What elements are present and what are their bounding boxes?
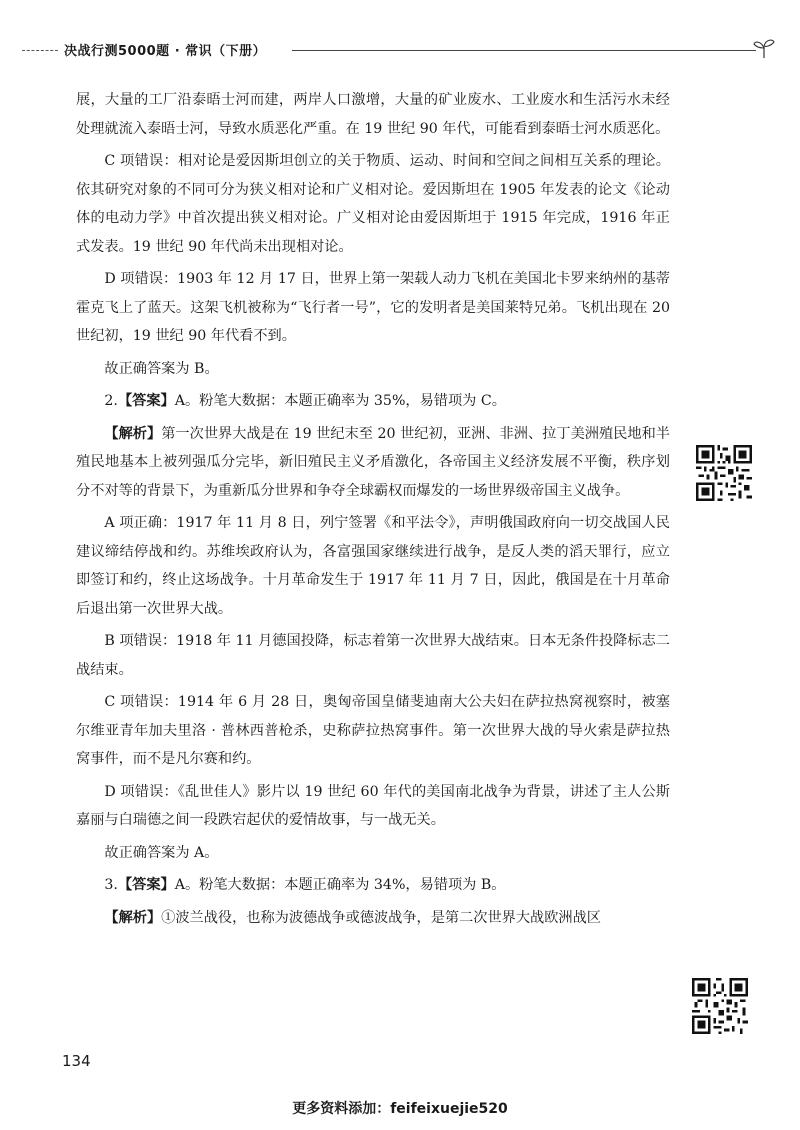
analysis-tag: 【解析】 [104,425,162,442]
sprout-icon [752,36,776,60]
header-rule-right [292,50,756,51]
paragraph: C 项错误：相对论是爱因斯坦创立的关于物质、运动、时间和空间之间相互关系的理论。依其研究对象的不同可分为狭义相对论和广义相对论。爱因斯坦在 1905 年发表的论文《论动体的电动力学》中首次提出狭义相对论。广义相对论由爱因斯坦于 1915 年完成，1916 年正式发表。19 世纪 90 年代尚未出现相对论。 [76,153,670,255]
paragraph: B 项错误：1918 年 11 月德国投降，标志着第一次世界大战结束。日本无条件投降标志二战结束。 [76,633,670,678]
paragraph: 故正确答案为 A。 [104,844,219,861]
answer-tag: 【答案】 [117,877,175,893]
paragraph: A 项正确：1917 年 11 月 8 日，列宁签署《和平法令》，声明俄国政府向一切交战国人民建议缔结停战和约。苏维埃政府认为，各富强国家继续进行战争，是反人类的滔天罪行，应立即签订和约，终止这场战争。十月革命发生于 1917 年 11 月 7 日，因此，俄国是在十月革命后退出第一次世界大战。 [76,515,670,617]
header-rule-left [22,50,58,51]
page-body [76,86,670,936]
qr-code-icon [692,978,748,1034]
book-title: 决战行测5000题 · 常识（下册） [64,44,267,59]
paragraph: D 项错误：《乱世佳人》影片以 19 世纪 60 年代的美国南北战争为背景，讲述了主人公斯嘉丽与白瑞德之间一段跌宕起伏的爱情故事，与一战无关。 [76,783,670,828]
answer-paragraph-3: 3.【答案】A。粉笔大数据：本题正确率为 34%，易错项为 B。 [104,877,506,893]
answer-tag: 【答案】 [117,393,175,409]
analysis-paragraph-3: 【解析】①波兰战役，也称为波德战争或德波战争，是第二次世界大战欧洲战区 [104,909,601,926]
analysis-tag: 【解析】 [104,909,162,926]
qr-code-question-3[interactable] [692,978,748,1034]
paragraph: C 项错误：1914 年 6 月 28 日，奥匈帝国皇储斐迪南大公夫妇在萨拉热窝视察时，被塞尔维亚青年加夫里洛 · 普林西普枪杀，史称萨拉热窝事件。第一次世界大战的导火索是萨拉热窝事件，而不是凡尔赛和约。 [76,694,670,767]
footer-note: 更多资料添加：feifeixuejie520 [292,1101,508,1117]
running-header [22,36,778,60]
paragraph: 故正确答案为 B。 [104,360,219,377]
page-number: 134 [62,1052,91,1070]
paragraph: 展，大量的工厂沿泰晤士河而建，两岸人口激增，大量的矿业废水、工业废水和生活污水未经处理就流入泰晤士河，导致水质恶化严重。在 19 世纪 90 年代，可能看到泰晤士河水质恶化。 [76,92,670,137]
qr-code-icon [696,445,752,501]
answer-paragraph-2: 2.【答案】A。粉笔大数据：本题正确率为 35%，易错项为 C。 [104,393,506,409]
paragraph: D 项错误：1903 年 12 月 17 日，世界上第一架载人动力飞机在美国北卡罗来纳州的基蒂霍克飞上了蓝天。这架飞机被称为“飞行者一号”，它的发明者是美国莱特兄弟。飞机出现在 20 世纪初，19 世纪 90 年代看不到。 [76,271,670,344]
qr-code-question-2[interactable] [696,445,752,501]
analysis-paragraph-2: 【解析】第一次世界大战是在 19 世纪末至 20 世纪初，亚洲、非洲、拉丁美洲殖民地和半殖民地基本上被列强瓜分完毕，新旧殖民主义矛盾激化，各帝国主义经济发展不平衡，秩序划分不对等的背景下，为重新瓜分世界和争夺全球霸权而爆发的一场世界级帝国主义战争。 [76,425,670,499]
